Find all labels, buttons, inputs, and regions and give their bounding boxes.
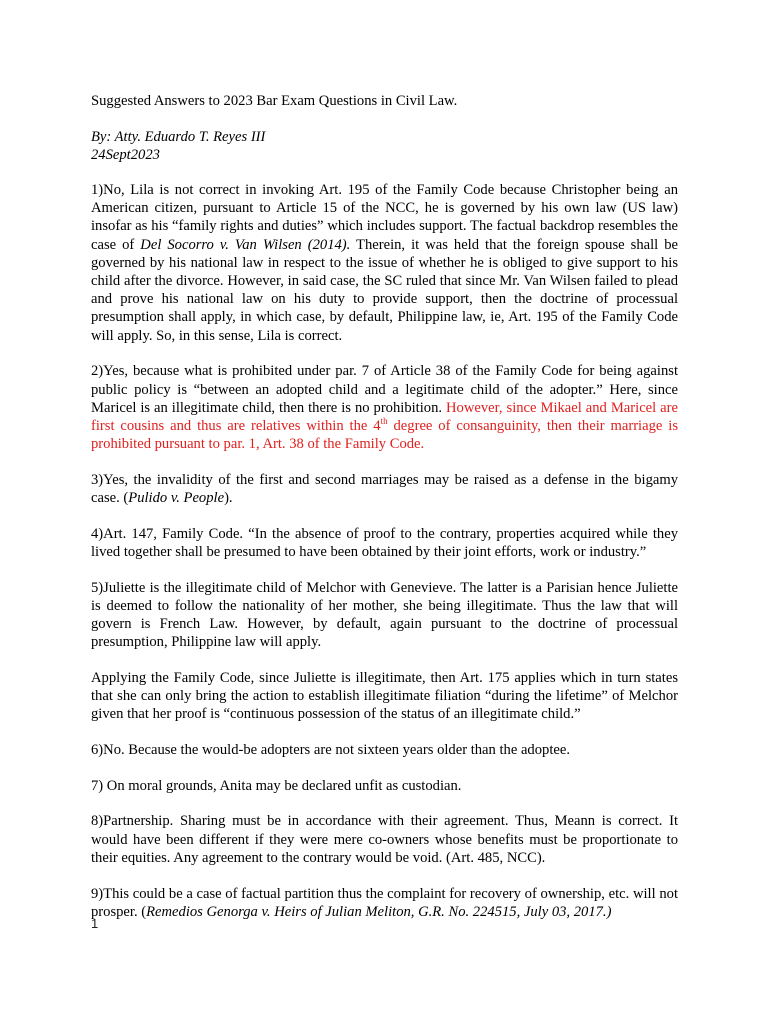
answer-1 xyxy=(91,181,678,345)
answer-5: 5)Juliette is the illegitimate child of Melchor with Genevieve. The latter is a Parisian hence Juliette is deemed to follow the nationality of her mother, she being illegitimate. Thus the law that will govern is French Law. However, by default, again pursuant to the doctrine of processual presumption, Philippine law will apply. xyxy=(91,579,678,651)
author-name: By: Atty. Eduardo T. Reyes III xyxy=(91,129,266,145)
document-date: 24Sept2023 xyxy=(91,147,160,163)
answer-5-continued: Applying the Family Code, since Juliette is illegitimate, then Art. 175 applies which in turn states that she can only bring the action to establish illegitimate filiation “during the lifetime” of Melchor given that her proof is “continuous possession of the status of an illegitimate child.” xyxy=(91,669,678,723)
answer-2 xyxy=(91,362,678,453)
page-number: 1 xyxy=(91,916,99,931)
answer-2-superscript: th xyxy=(380,416,388,427)
answer-1-case-citation: Del Socorro v. Van Wilsen (2014). xyxy=(140,236,351,253)
answer-9-case-citation: Remedios Genorga v. Heirs of Julian Meliton, G.R. No. 224515, July 03, 2017.) xyxy=(146,903,612,920)
answer-2-highlight-a: However, since Mikael and Maricel are first cousins and thus are relatives within the 4 xyxy=(91,399,678,434)
answer-7: 7) On moral grounds, Anita may be declared unfit as custodian. xyxy=(91,777,462,794)
answer-6: 6)No. Because the would-be adopters are not sixteen years older than the adoptee. xyxy=(91,742,570,759)
answer-9-text: 9)This could be a case of factual partition thus the complaint for recovery of ownership, etc. will not prosper. ( xyxy=(91,885,678,920)
document-title: Suggested Answers to 2023 Bar Exam Questions in Civil Law. xyxy=(91,93,458,109)
answer-3-text-b: ). xyxy=(224,490,233,507)
author-byline xyxy=(91,128,678,164)
answer-1-text-b: Therein, it was held that the foreign spouse shall be governed by his national law in respect to the issue of whether he is obliged to give support to his child after the divorce. However, in said case, the SC ruled that since Mr. Van Wilsen failed to plead and prove his national law on his duty to provide support, then the doctrine of processual presumption shall apply, in which case, by default, Philippine law, ie, Art. 195 of the Family Code will apply. So, in this sense, Lila is correct. xyxy=(91,236,678,344)
answer-9 xyxy=(91,885,678,921)
answer-2-highlight-b: degree of consanguinity, then their marriage is prohibited pursuant to par. 1, Art. 38 of the Family Code. xyxy=(91,417,679,453)
answer-3-case-citation: Pulido v. People xyxy=(128,490,225,507)
answer-1-text-a: 1)No, Lila is not correct in invoking Art. 195 of the Family Code because Christopher being an American citizen, pursuant to Article 15 of the NCC, he is governed by his own law (US law) insofar as his “family rights and duties” which includes support. The factual backdrop resembles the case of xyxy=(91,182,678,253)
answer-4: 4)Art. 147, Family Code. “In the absence of proof to the contrary, properties acquired while they lived together shall be presumed to have been obtained by their joint efforts, work or industry.” xyxy=(91,525,678,560)
answer-3 xyxy=(91,471,678,507)
answer-8: 8)Partnership. Sharing must be in accordance with their agreement. Thus, Meann is correct. It would have been different if they were mere co-owners whose benefits must be proportionate to their equities. Any agreement to the contrary would be void. (Art. 485, NCC). xyxy=(91,813,678,866)
answer-3-text-a: 3)Yes, the invalidity of the first and second marriages may be raised as a defense in the bigamy case. ( xyxy=(91,471,678,507)
answer-2-text: 2)Yes, because what is prohibited under par. 7 of Article 38 of the Family Code for being against public policy is “between an adopted child and a legitimate child of the adopter.” Here, since Maricel is an illegitimate child, then there is no prohibition. xyxy=(91,363,678,416)
